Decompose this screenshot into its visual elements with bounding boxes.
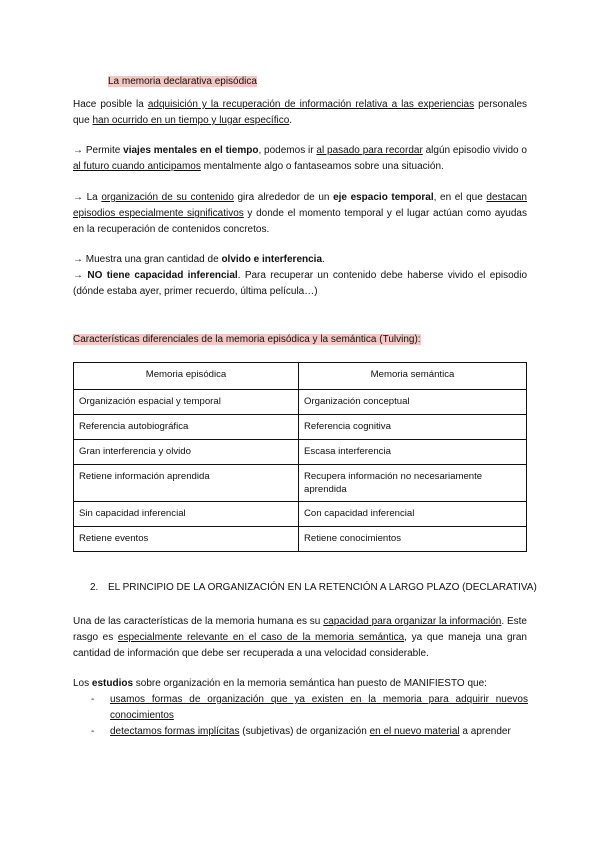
paragraph-line: rasgo es especialmente relevante en el caso de la memoria semántica, ya que maneja una gran xyxy=(73,632,527,643)
comparison-table xyxy=(73,362,527,552)
list-item: usamos formas de organización que ya existen en la memoria para adquirir nuevos xyxy=(110,694,528,705)
column-header: Memoria semántica xyxy=(299,363,527,390)
paragraph-line: → Muestra una gran cantidad de olvido e interferencia. xyxy=(73,254,325,265)
column-header: Memoria episódica xyxy=(74,363,299,390)
paragraph-line: Una de las características de la memoria humana es su capacidad para organizar la información. Este xyxy=(73,616,527,627)
paragraph-line: Los estudios sobre organización en la memoria semántica han puesto de MANIFIESTO que: xyxy=(73,678,487,689)
table-cell: Gran interferencia y olvido xyxy=(74,440,299,465)
paragraph-line: cantidad de información que debe ser recuperada a una velocidad considerable. xyxy=(73,648,429,659)
table-row xyxy=(74,440,527,465)
table-row xyxy=(74,465,527,502)
paragraph-line: que han ocurrido en un tiempo y lugar específico. xyxy=(73,115,293,126)
section-number: 2. xyxy=(90,582,99,593)
paragraph-line: → Permite viajes mentales en el tiempo, podemos ir al pasado para recordar algún episodio vivido o xyxy=(73,145,527,156)
paragraph-line: en la recuperación de contenidos concretos. xyxy=(73,224,270,235)
paragraph-line: → La organización de su contenido gira alrededor de un eje espacio temporal, en el que destacan xyxy=(73,192,527,203)
table-cell: Escasa interferencia xyxy=(299,440,527,465)
table-cell: Con capacidad inferencial xyxy=(299,502,527,527)
table-row xyxy=(74,390,527,415)
paragraph-line: al futuro cuando anticipamos mentalmente algo o fantaseamos sobre una situación. xyxy=(73,161,444,172)
bullet-dash: - xyxy=(91,694,95,705)
table-row xyxy=(74,527,527,552)
table-heading: Características diferenciales de la memoria episódica y la semántica (Tulving): xyxy=(73,334,421,345)
table-cell: Organización espacial y temporal xyxy=(74,390,299,415)
table-cell: Retiene información aprendida xyxy=(74,465,299,502)
section-title: La memoria declarativa episódica xyxy=(108,76,257,87)
paragraph-line: episodios especialmente significativos y donde el momento temporal y el lugar actúan como ayudas xyxy=(73,208,527,219)
table-cell: Retiene conocimientos xyxy=(299,527,527,552)
table-row xyxy=(74,502,527,527)
table-cell: Referencia cognitiva xyxy=(299,415,527,440)
paragraph-line: Hace posible la adquisición y la recuperación de información relativa a las experiencias personales xyxy=(73,99,528,110)
paragraph-line: → NO tiene capacidad inferencial. Para recuperar un contenido debe haberse vivido el episodio xyxy=(73,270,528,281)
table-row xyxy=(74,415,527,440)
table-cell: Retiene eventos xyxy=(74,527,299,552)
list-item: detectamos formas implícitas (subjetivas) de organización en el nuevo material a aprender xyxy=(110,726,511,737)
paragraph-line: (dónde estaba ayer, primer recuerdo, última película…) xyxy=(73,286,318,297)
bullet-dash: - xyxy=(91,726,95,737)
list-item: conocimientos xyxy=(110,710,174,721)
table-header-row xyxy=(74,363,527,390)
table-cell: Referencia autobiográfica xyxy=(74,415,299,440)
table-cell: Sin capacidad inferencial xyxy=(74,502,299,527)
section-title: EL PRINCIPIO DE LA ORGANIZACIÓN EN LA RETENCIÓN A LARGO PLAZO (DECLARATIVA) xyxy=(108,582,537,593)
table-cell: Organización conceptual xyxy=(299,390,527,415)
table-cell: Recupera información no necesariamente aprendida xyxy=(299,465,527,502)
